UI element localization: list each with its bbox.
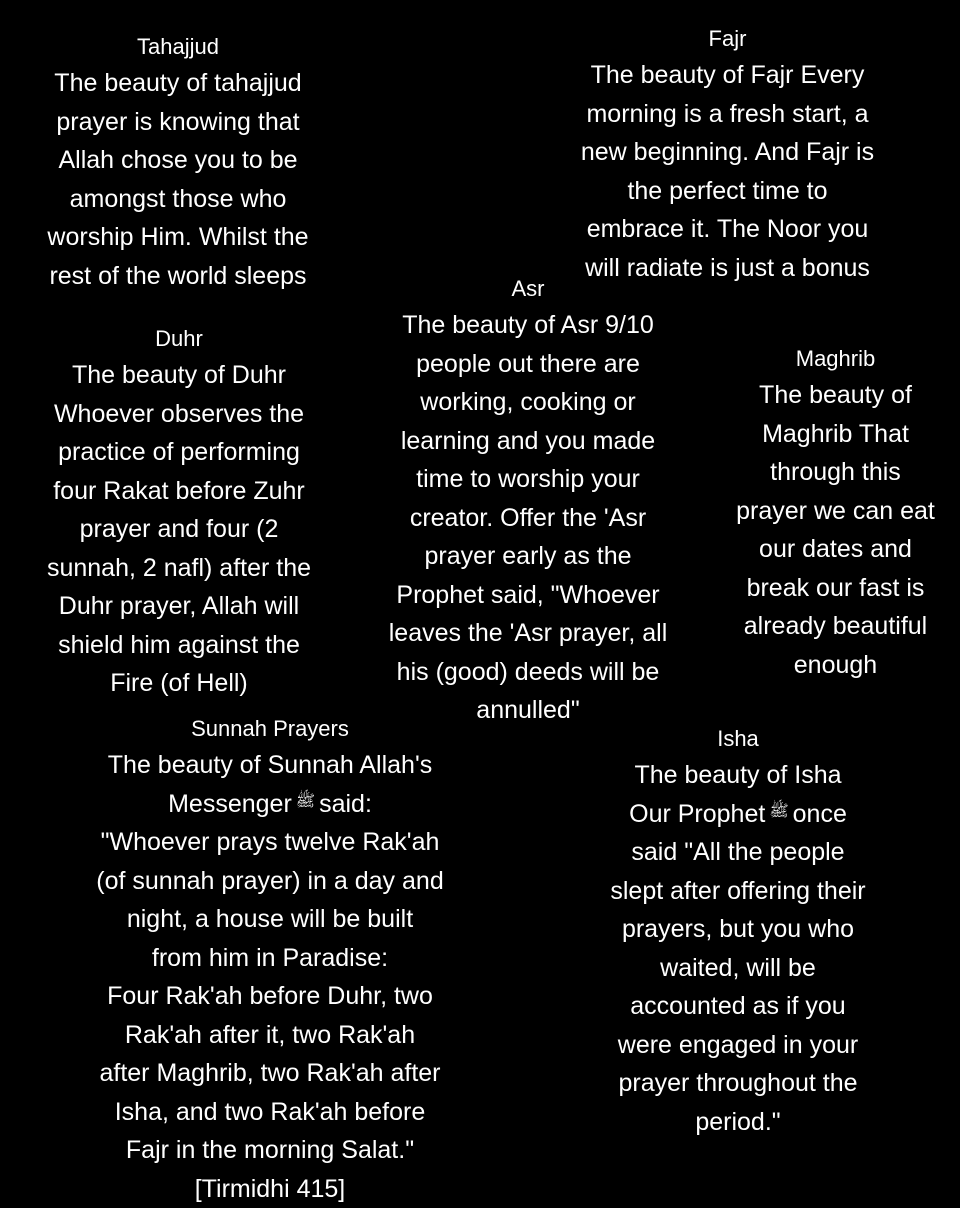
isha-line: period." [560,1103,916,1142]
maghrib-line: our dates and [718,530,953,569]
sunnah-messenger-text: Messenger [168,790,292,818]
maghrib-line: enough [718,646,953,685]
sunnah-line: after Maghrib, two Rak'ah after [76,1054,464,1093]
asr-line: The beauty of Asr 9/10 [362,306,694,345]
fajr-line: new beginning. And Fajr is [555,133,900,172]
asr-line: people out there are [362,345,694,384]
tahajjud-line: amongst those who [28,180,328,219]
isha-line-prophet [560,795,916,834]
isha-prophet-text: Our Prophet [629,800,765,828]
duhr-section [26,322,332,703]
sunnah-title: Sunnah Prayers [76,712,464,746]
isha-line: prayers, but you who [560,910,916,949]
asr-line: prayer early as the [362,537,694,576]
pbuh-symbol-icon: ﷺ [769,803,788,819]
isha-section [560,722,916,1141]
sunnah-line: "Whoever prays twelve Rak'ah [76,823,464,862]
sunnah-line: Four Rak'ah before Duhr, two [76,977,464,1016]
fajr-line: embrace it. The Noor you [555,210,900,249]
maghrib-line: Maghrib That [718,415,953,454]
fajr-line: The beauty of Fajr Every [555,56,900,95]
isha-line: The beauty of Isha [560,756,916,795]
asr-line: annulled" [362,691,694,730]
asr-line: working, cooking or [362,383,694,422]
tahajjud-line: rest of the world sleeps [28,257,328,296]
tahajjud-line: The beauty of tahajjud [28,64,328,103]
duhr-line: The beauty of Duhr [26,356,332,395]
maghrib-section [718,342,953,684]
isha-line: slept after offering their [560,872,916,911]
asr-line: time to worship your [362,460,694,499]
isha-line: were engaged in your [560,1026,916,1065]
tahajjud-line: Allah chose you to be [28,141,328,180]
tahajjud-line: worship Him. Whilst the [28,218,328,257]
isha-title: Isha [560,722,916,756]
isha-line: said "All the people [560,833,916,872]
duhr-line: four Rakat before Zuhr [26,472,332,511]
isha-line: waited, will be [560,949,916,988]
sunnah-line: night, a house will be built [76,900,464,939]
sunnah-line: The beauty of Sunnah Allah's [76,746,464,785]
asr-section [362,272,694,730]
sunnah-citation: [Tirmidhi 415] [76,1170,464,1208]
asr-title: Asr [362,272,694,306]
sunnah-section [76,712,464,1208]
tahajjud-line: prayer is knowing that [28,103,328,142]
duhr-line: prayer and four (2 [26,510,332,549]
fajr-title: Fajr [555,22,900,56]
maghrib-line: prayer we can eat [718,492,953,531]
duhr-line: Fire (of Hell) [26,664,332,703]
tahajjud-title: Tahajjud [28,30,328,64]
maghrib-title: Maghrib [718,342,953,376]
duhr-title: Duhr [26,322,332,356]
asr-line: his (good) deeds will be [362,653,694,692]
pbuh-symbol-icon: ﷺ [296,793,315,809]
maghrib-line: already beautiful [718,607,953,646]
sunnah-line: from him in Paradise: [76,939,464,978]
fajr-line: will radiate is just a bonus [555,249,900,288]
asr-line: learning and you made [362,422,694,461]
isha-once-text: once [793,800,847,828]
duhr-line: Whoever observes the [26,395,332,434]
maghrib-line: through this [718,453,953,492]
sunnah-line: (of sunnah prayer) in a day and [76,862,464,901]
asr-line: Prophet said, "Whoever [362,576,694,615]
sunnah-line-messenger [76,785,464,824]
maghrib-line: The beauty of [718,376,953,415]
fajr-section [555,22,900,287]
asr-line: creator. Offer the 'Asr [362,499,694,538]
asr-line: leaves the 'Asr prayer, all [362,614,694,653]
duhr-line: shield him against the [26,626,332,665]
sunnah-line: Rak'ah after it, two Rak'ah [76,1016,464,1055]
fajr-line: the perfect time to [555,172,900,211]
sunnah-line: Fajr in the morning Salat." [76,1131,464,1170]
duhr-line: sunnah, 2 nafl) after the [26,549,332,588]
sunnah-line: Isha, and two Rak'ah before [76,1093,464,1132]
duhr-line: Duhr prayer, Allah will [26,587,332,626]
maghrib-line: break our fast is [718,569,953,608]
tahajjud-section [28,30,328,295]
isha-line: accounted as if you [560,987,916,1026]
fajr-line: morning is a fresh start, a [555,95,900,134]
sunnah-said-text: said: [319,790,372,818]
duhr-line: practice of performing [26,433,332,472]
isha-line: prayer throughout the [560,1064,916,1103]
